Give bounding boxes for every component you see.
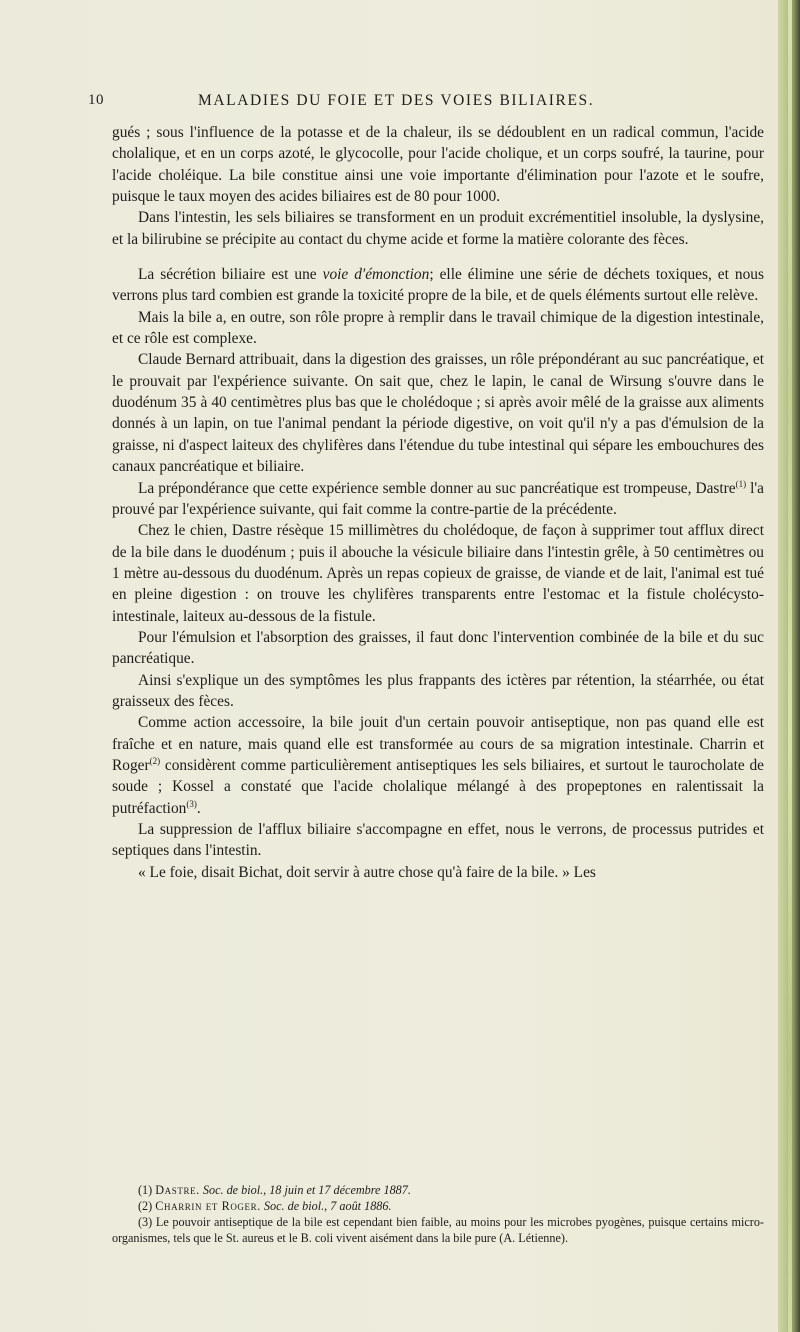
paragraph: La suppression de l'afflux biliaire s'accompagne en effet, nous le verrons, de processus putrides et septiques dans l'intestin. [112,821,764,860]
footnote-ref: (1) [735,478,747,489]
paragraph: La sécrétion biliaire est une voie d'émonction; elle élimine une série de déchets toxiques, et nous verrons plus tard combien est grande la toxicité propre de la bile, et de quels éléments surtout elle relève. [112,266,764,305]
paragraph: « Le foie, disait Bichat, doit servir à autre chose qu'à faire de la bile. » Les [138,863,596,881]
paragraph: Comme action accessoire, la bile jouit d'un certain pouvoir antiseptique, non pas quand elle est fraîche et en nature, mais quand elle est transformée au cours de sa migration intestinale. Charrin et Roger$^{(2)}$ considèrent comme particulièrement antiseptiques les sels biliaires, et surtout le taurocholate de soude ; Kossel a constaté que l'acide cholalique mélangé à des propeptones en ralentissait la putréfaction$^{(3)}$. [112,714,764,817]
paragraph: La prépondérance que cette expérience semble donner au suc pancréatique est trompeuse, Dastre$^{(1)}$ l'a prouvé par l'expérience suivante, qui fait comme la contre-partie de la précédente. [112,478,764,518]
running-title: MALADIES DU FOIE ET DES VOIES BILIAIRES. [198,92,595,109]
paragraph: gués ; sous l'influence de la potasse et de la chaleur, ils se dédoublent en un radical commun, l'acide cholalique, et en un corps azoté, le glycocolle, pour l'acide cholique, et un corps soufré, la taurine, pour l'acide choléique. La bile constitue ainsi une voie importante d'élimination pour l'azote et le soufre, puisque le taux moyen des acides biliaires est de 80 pour 1000. [112,124,764,206]
paragraph: Dans l'intestin, les sels biliaires se transforment en un produit excrémentitiel insoluble, la dyslysine, et la bilirubine se précipite au contact du chyme acide et forme la matière colorante des fèces. [112,209,764,248]
page-edge-highlight [788,0,792,1332]
footnote: (3) Le pouvoir antiseptique de la bile est cependant bien faible, au moins pour les microbes pyogènes, puisque certains micro-organismes, tels que le St. aureus et le B. coli vivent aisément dans la bile pure (A. Létienne). [112,1215,764,1245]
page-header [88,92,768,114]
footnote-ref: (3) [186,798,197,809]
footnote: (2) Charrin et Roger. Soc. de biol., 7 août 1886. [138,1199,392,1213]
paragraph: Pour l'émulsion et l'absorption des graisses, il faut donc l'intervention combinée de la bile et du suc pancréatique. [112,628,764,668]
italic-term: voie d'émonction [322,266,430,284]
footnote-ref: (2) [149,755,161,766]
footnotes [112,1182,764,1246]
page-number: 10 [88,92,104,108]
body-text [112,122,764,883]
paragraph: Chez le chien, Dastre résèque 15 millimètres du cholédoque, de façon à supprimer tout afflux direct de la bile dans le duodénum ; puis il abouche la vésicule biliaire dans l'intestin grêle, à 50 centimètres ou 1 mètre au-dessous du duodénum. Après un repas copieux de graisse, de viande et de lait, l'animal est tué en pleine digestion : on trouve les chylifères transparents entre l'estomac et la fistule cholécysto-intestinale, laiteux au-dessous de la fistule. [112,522,764,625]
paragraph: Ainsi s'explique un des symptômes les plus frappants des ictères par rétention, la stéarrhée, ou état graisseux des fèces. [112,671,764,710]
paragraph: Mais la bile a, en outre, son rôle propre à remplir dans le travail chimique de la digestion intestinale, et ce rôle est complexe. [112,308,764,348]
footnote: (1) Dastre. Soc. de biol., 18 juin et 17 décembre 1887. [138,1183,411,1197]
paragraph: Claude Bernard attribuait, dans la digestion des graisses, un rôle prépondérant au suc pancréatique, et le prouvait par l'expérience suivante. On sait que, chez le lapin, le canal de Wirsung s'ouvre dans le duodénum 35 à 40 centimètres plus bas que le cholédoque ; si après avoir mêlé de la graisse aux aliments donnés à un lapin, on tue l'animal pendant la période digestive, on voit qu'il n'y a pas d'émulsion de la graisse, ni d'aspect laiteux des chylifères dans l'étendue du tube intestinal qui sépare les embouchures des canaux pancréatique et biliaire. [112,351,764,476]
